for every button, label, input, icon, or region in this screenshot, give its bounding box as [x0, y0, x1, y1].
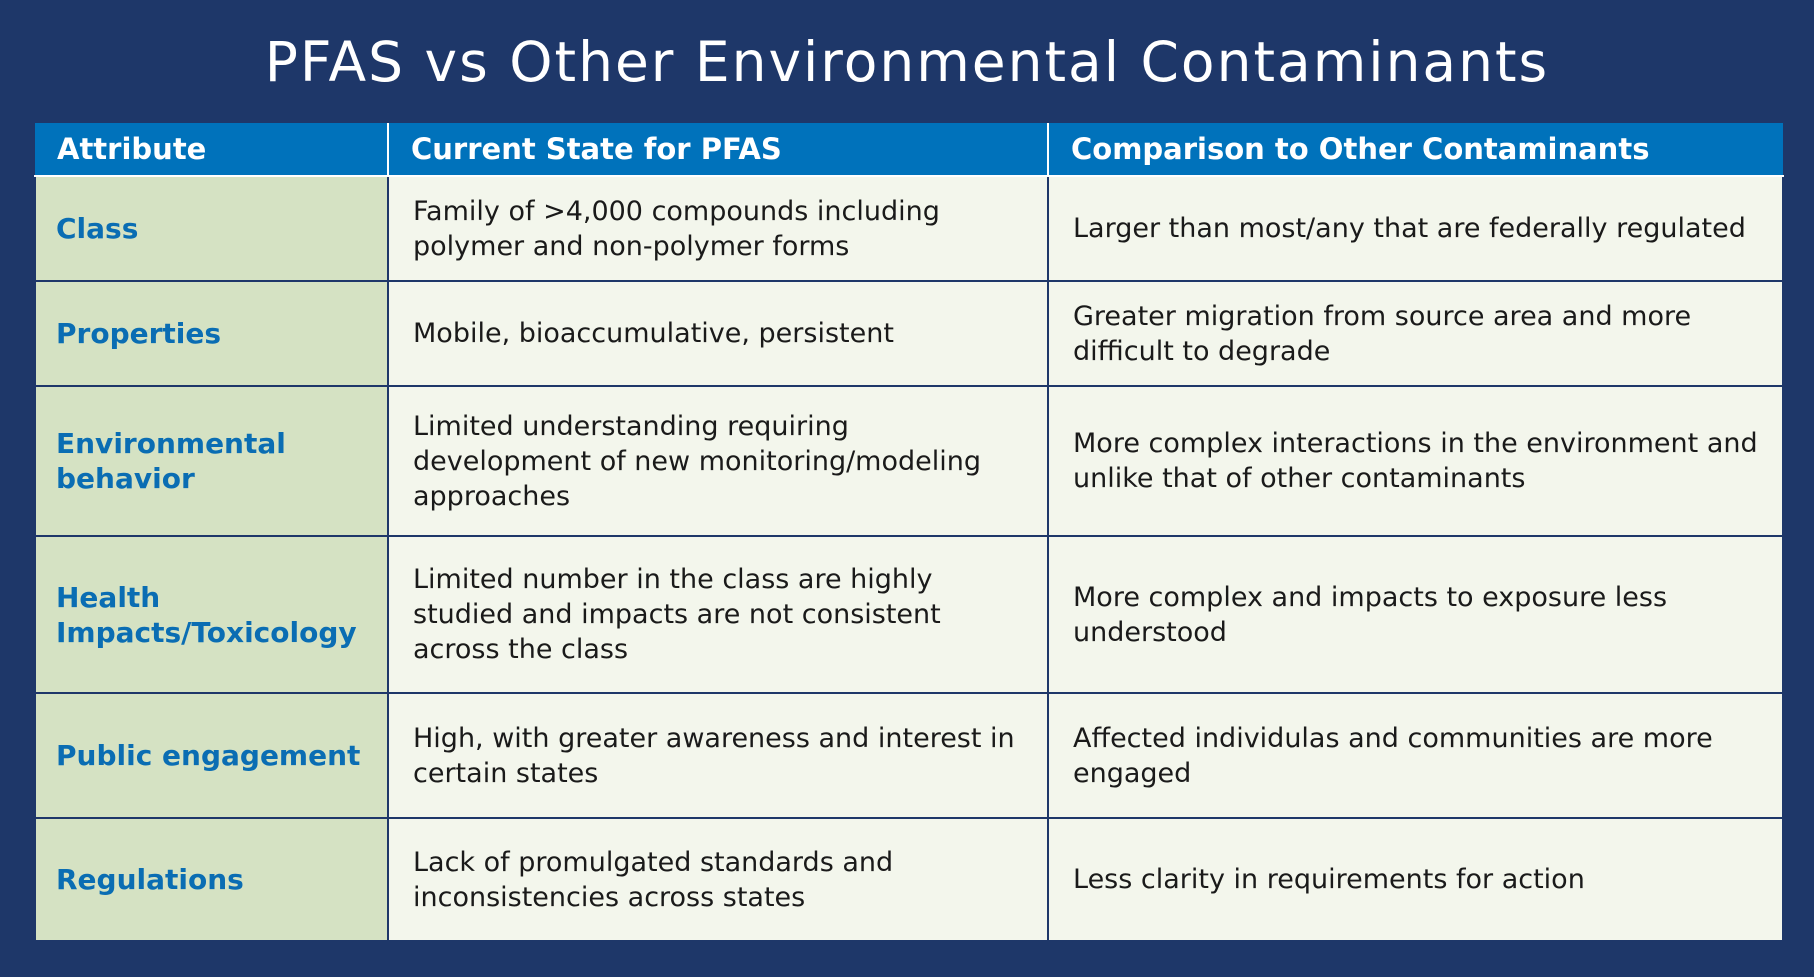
table-row	[35, 693, 1783, 818]
comparison-cell: More complex interactions in the environment and unlike that of other contaminants	[1048, 386, 1783, 536]
attribute-cell: Regulations	[35, 818, 388, 941]
comparison-cell: Larger than most/any that are federally regulated	[1048, 176, 1783, 281]
table-row	[35, 386, 1783, 536]
column-header-comparison: Comparison to Other Contaminants	[1048, 123, 1783, 176]
current-state-cell: Lack of promulgated standards and inconsistencies across states	[388, 818, 1048, 941]
table-row	[35, 536, 1783, 693]
table-header-row	[35, 123, 1783, 176]
comparison-cell: More complex and impacts to exposure less understood	[1048, 536, 1783, 693]
attribute-cell: Public engagement	[35, 693, 388, 818]
attribute-cell: Properties	[35, 281, 388, 386]
table-row	[35, 818, 1783, 941]
attribute-cell: Class	[35, 176, 388, 281]
table-row	[35, 176, 1783, 281]
current-state-cell: High, with greater awareness and interest in certain states	[388, 693, 1048, 818]
column-header-attribute: Attribute	[35, 123, 388, 176]
attribute-cell: Environmental behavior	[35, 386, 388, 536]
comparison-cell: Greater migration from source area and more difficult to degrade	[1048, 281, 1783, 386]
table-row	[35, 281, 1783, 386]
attribute-cell: Health Impacts/Toxicology	[35, 536, 388, 693]
page-title: PFAS vs Other Environmental Contaminants	[264, 30, 1550, 94]
comparison-cell: Less clarity in requirements for action	[1048, 818, 1783, 941]
current-state-cell: Limited number in the class are highly studied and impacts are not consistent across the class	[388, 536, 1048, 693]
current-state-cell: Limited understanding requiring development of new monitoring/modeling approaches	[388, 386, 1048, 536]
current-state-cell: Mobile, bioaccumulative, persistent	[388, 281, 1048, 386]
comparison-cell: Affected individulas and communities are more engaged	[1048, 693, 1783, 818]
column-header-current-state: Current State for PFAS	[388, 123, 1048, 176]
comparison-table	[34, 123, 1784, 942]
current-state-cell: Family of >4,000 compounds including polymer and non-polymer forms	[388, 176, 1048, 281]
